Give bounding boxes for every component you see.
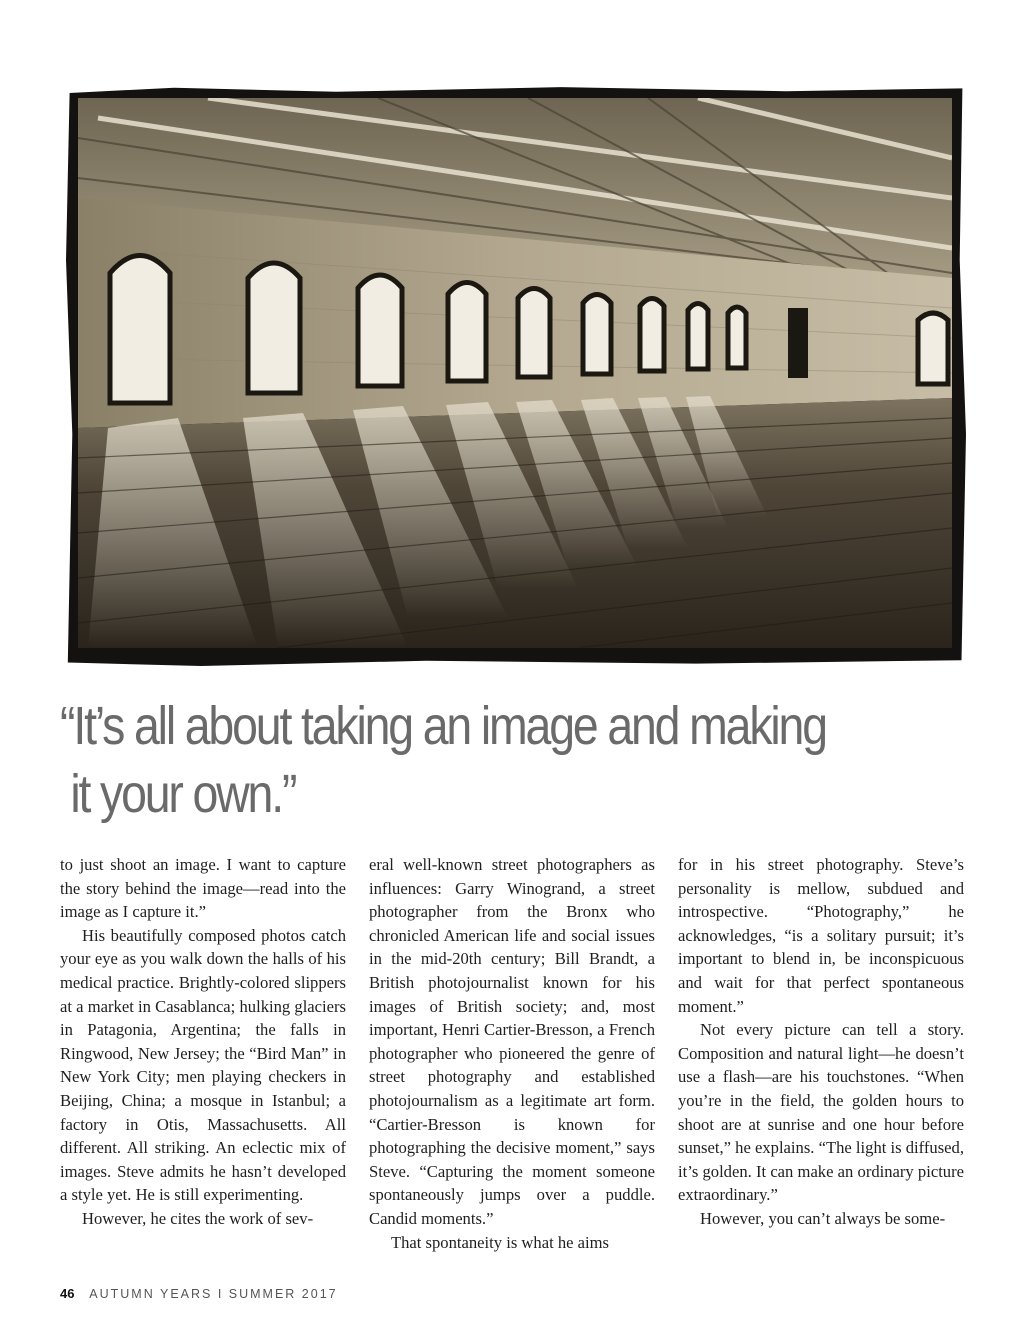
article-paragraph: Not every picture can tell a story. Composition and natural light—he doesn’t use a flash—are his touchstones. “When you’re in the field, the golden hours to shoot are at sunrise and one hour before sunset,” he explains. “The light is diffused, it’s golden. It can make an ordinary picture extraordinary.”: [678, 1020, 964, 1205]
pull-quote: [60, 692, 834, 828]
article-paragraph: However, you can’t always be some-: [700, 1208, 946, 1228]
article-column-1: [60, 853, 346, 1231]
article-paragraph: His beautifully composed photos catch your eye as you walk down the halls of his medical practice. Brightly-colored slippers at a market in Casablanca; hulking glaciers in Patagonia, Argentina; the falls in Ringwood, New Jersey; the “Bird Man” in New York City; men playing checkers in Beijing, China; a mosque in Istanbul; a factory in Otis, Massachusetts. All different. All striking. An eclectic mix of images. Steve admits he hasn’t developed a style yet. He is still experimenting.: [60, 925, 346, 1205]
article-column-3: [678, 853, 964, 1231]
photo-frame: [66, 86, 966, 666]
article-paragraph: However, he cites the work of sev-: [82, 1208, 314, 1228]
article-column-2: [369, 853, 655, 1254]
pull-quote-line-1: “It’s all about taking an image and making: [60, 696, 826, 756]
loft-interior-photo: [78, 98, 952, 648]
pull-quote-line-2: it your own.”: [70, 764, 296, 824]
article-paragraph: That spontaneity is what he aims: [391, 1232, 609, 1252]
page-number: 46: [60, 1286, 75, 1301]
article-paragraph: eral well-known street photographers as influences: Garry Winogrand, a street photographer from the Bronx who chronicled American life and social issues in the mid-20th century; Bill Brandt, a British photojournalist known for his images of British society; and, most important, Henri Cartier-Bresson, a French photographer who pioneered the genre of street photography and established photojournalism as a legitimate art form. “Cartier-Bresson is known for photographing the decisive moment,” says Steve. “Capturing the moment someone spontaneously jumps over a puddle. Candid moments.”: [369, 855, 655, 1228]
article-paragraph: to just shoot an image. I want to capture the story behind the image—read into the image as I capture it.”: [60, 855, 346, 922]
article-body: [60, 853, 964, 1263]
page-footer: [60, 1286, 338, 1301]
publication-name: AUTUMN YEARS I SUMMER 2017: [89, 1287, 338, 1301]
article-paragraph: for in his street photography. Steve’s personality is mellow, subdued and introspective. “Photography,” he acknowledges, “is a solitary pursuit; it’s important to blend in, be inconspicuous and wait for that perfect spontaneous moment.”: [678, 855, 964, 1016]
